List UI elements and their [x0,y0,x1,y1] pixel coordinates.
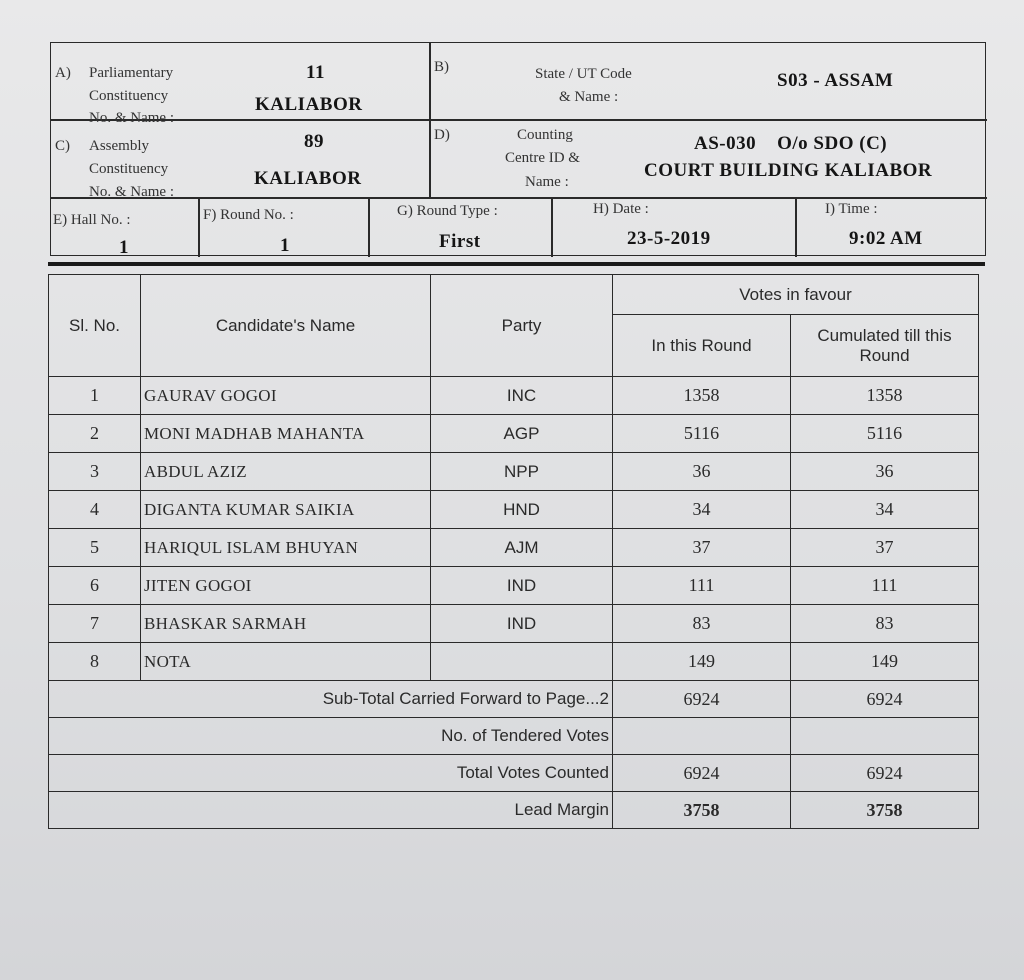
cell-name: HARIQUL ISLAM BHUYAN [141,529,431,567]
cell-round: 111 [613,567,791,605]
hall-label: E) Hall No. : [53,212,131,228]
state-label: State / UT Code [535,66,632,82]
cell-party: NPP [431,453,613,491]
cell-name: GAURAV GOGOI [141,377,431,415]
assembly-name: KALIABOR [254,168,362,189]
cell-party [431,643,613,681]
state-letter: B) [434,59,449,75]
table-row [49,377,979,415]
assembly-number: 89 [304,131,324,152]
divider [551,197,553,257]
summary-round: 6924 [613,755,791,792]
divider [51,197,987,199]
summary-cumulative: 3758 [791,792,979,829]
assembly-letter: C) [55,138,70,154]
table-row [49,643,979,681]
cell-round: 83 [613,605,791,643]
summary-row [49,755,979,792]
summary-label: Sub-Total Carried Forward to Page...2 [49,681,613,718]
cell-round: 36 [613,453,791,491]
cell-name: BHASKAR SARMAH [141,605,431,643]
cell-sl: 2 [49,415,141,453]
cell-name: JITEN GOGOI [141,567,431,605]
date-value: 23-5-2019 [627,228,711,249]
cell-sl: 4 [49,491,141,529]
cell-name: MONI MADHAB MAHANTA [141,415,431,453]
cell-cumulative: 1358 [791,377,979,415]
divider [51,119,987,121]
divider [198,197,200,257]
parliamentary-label: Constituency [89,88,169,104]
cell-round: 37 [613,529,791,567]
col-sl-header: Sl. No. [49,275,141,377]
summary-cumulative [791,718,979,755]
round-type-label: G) Round Type : [397,203,498,219]
table-row [49,605,979,643]
separator-rule [48,262,985,266]
table-row [49,567,979,605]
summary-round: 6924 [613,681,791,718]
round-label: F) Round No. : [203,207,294,223]
state-label: & Name : [559,89,619,105]
results-table [48,274,979,829]
summary-cumulative: 6924 [791,681,979,718]
cell-sl: 3 [49,453,141,491]
cell-sl: 7 [49,605,141,643]
cell-cumulative: 37 [791,529,979,567]
cell-cumulative: 83 [791,605,979,643]
summary-row [49,681,979,718]
divider [368,197,370,257]
counting-label: Counting [517,127,573,143]
header-block [50,42,986,256]
col-party-header: Party [431,275,613,377]
time-label: I) Time : [825,201,878,217]
parliamentary-label: Parliamentary [89,65,174,81]
counting-label: Centre ID & [505,150,580,166]
date-label: H) Date : [593,201,649,217]
cell-name: DIGANTA KUMAR SAIKIA [141,491,431,529]
time-value: 9:02 AM [849,228,923,249]
col-round-header: In this Round [613,315,791,377]
cell-round: 5116 [613,415,791,453]
summary-label: No. of Tendered Votes [49,718,613,755]
cell-round: 1358 [613,377,791,415]
parliamentary-label: No. & Name : [89,110,174,126]
counting-label: Name : [525,174,569,190]
col-cumulative-line: Round [859,345,910,365]
cell-name: ABDUL AZIZ [141,453,431,491]
table-row [49,453,979,491]
assembly-label: No. & Name : [89,184,174,200]
parliamentary-letter: A) [55,65,71,81]
cell-round: 34 [613,491,791,529]
parliamentary-number: 11 [306,62,325,83]
summary-label: Lead Margin [49,792,613,829]
counting-centre-name: COURT BUILDING KALIABOR [644,160,933,181]
col-votes-group-header: Votes in favour [613,275,979,315]
cell-name: NOTA [141,643,431,681]
col-cumulative-header [791,315,979,377]
cell-cumulative: 5116 [791,415,979,453]
counting-centre-id: AS-030 O/o SDO (C) [694,133,888,154]
summary-round: 3758 [613,792,791,829]
cell-cumulative: 36 [791,453,979,491]
cell-cumulative: 149 [791,643,979,681]
divider [795,197,797,257]
table-row [49,529,979,567]
cell-sl: 6 [49,567,141,605]
cell-party: HND [431,491,613,529]
cell-round: 149 [613,643,791,681]
cell-cumulative: 34 [791,491,979,529]
cell-party: AJM [431,529,613,567]
cell-sl: 5 [49,529,141,567]
summary-cumulative: 6924 [791,755,979,792]
cell-sl: 8 [49,643,141,681]
assembly-label: Constituency [89,161,169,177]
table-row [49,491,979,529]
summary-row [49,718,979,755]
summary-row [49,792,979,829]
summary-round [613,718,791,755]
summary-label: Total Votes Counted [49,755,613,792]
cell-party: INC [431,377,613,415]
cell-party: AGP [431,415,613,453]
cell-party: IND [431,567,613,605]
state-value: S03 - ASSAM [777,70,894,91]
cell-cumulative: 111 [791,567,979,605]
round-value: 1 [280,235,290,256]
table-row [49,415,979,453]
round-type-value: First [439,231,481,252]
parliamentary-name: KALIABOR [255,94,363,115]
cell-party: IND [431,605,613,643]
col-cumulative-line: Cumulated till this [817,325,952,345]
hall-value: 1 [119,237,129,258]
cell-sl: 1 [49,377,141,415]
col-name-header: Candidate's Name [141,275,431,377]
counting-letter: D) [434,127,450,143]
assembly-label: Assembly [89,138,149,154]
